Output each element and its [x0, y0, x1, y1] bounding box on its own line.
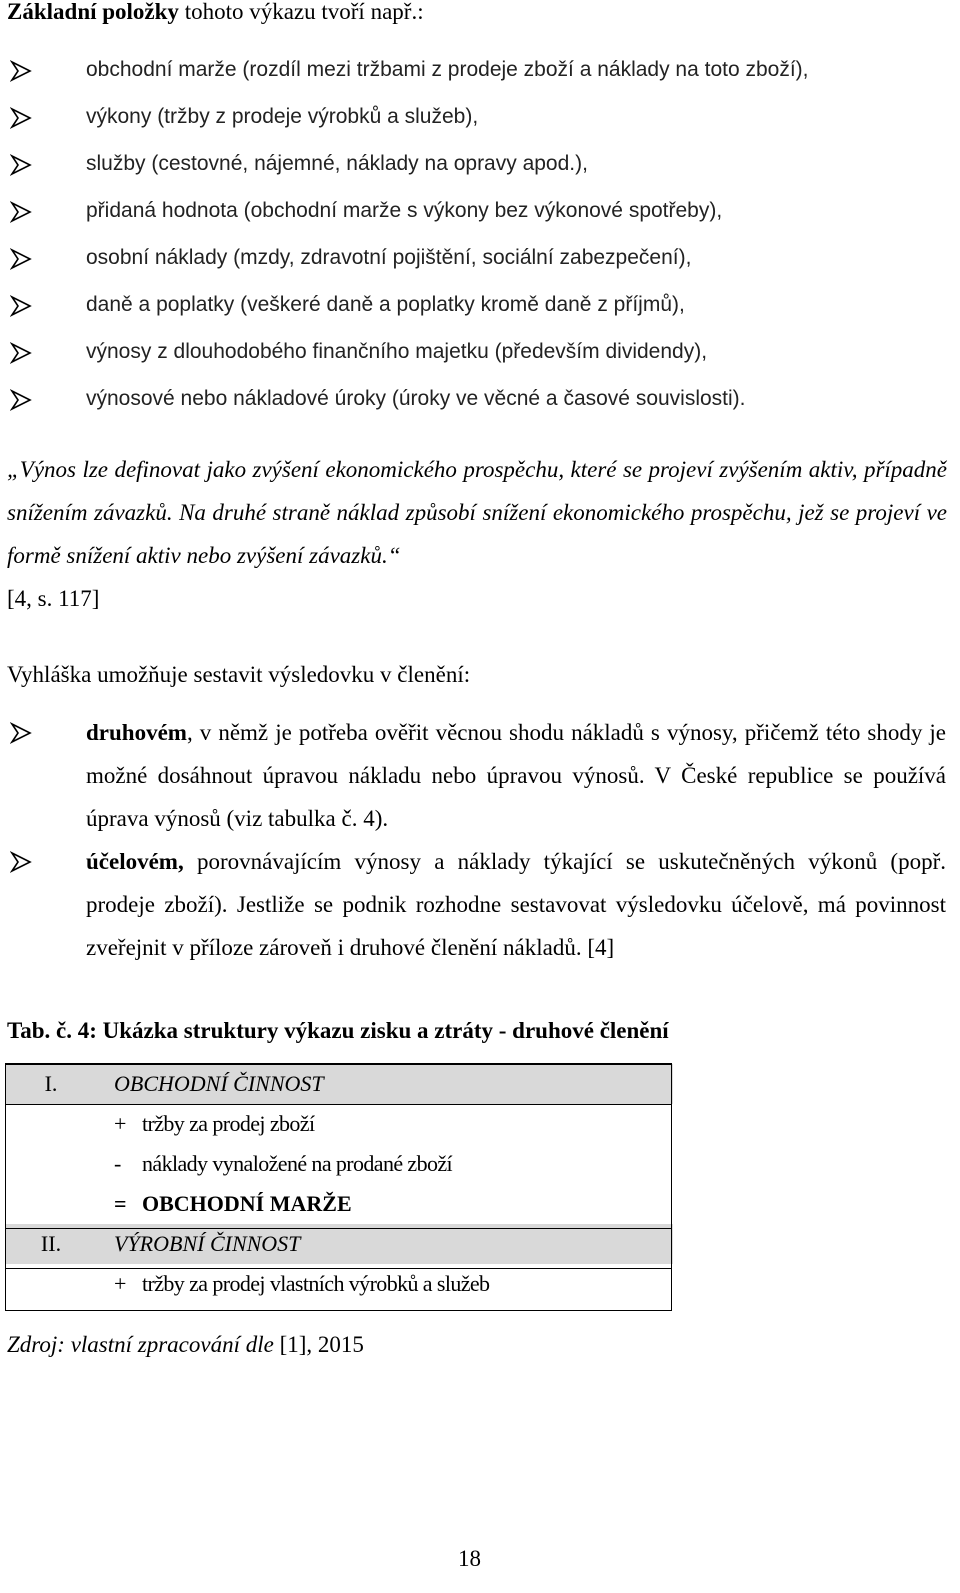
row-label: tržby za prodej zboží [142, 1111, 315, 1136]
row-label: tržby za prodej vlastních výrobků a služeb [142, 1271, 490, 1296]
intro-bold: Základní položky [7, 0, 179, 24]
row-number: II. [6, 1224, 96, 1264]
arrow-bullet-icon [10, 295, 32, 317]
classification-term: účelovém, [86, 849, 184, 874]
arrow-bullet-icon [10, 342, 32, 364]
classification-text [86, 711, 946, 840]
definition-quote [7, 448, 947, 620]
table-title: Tab. č. 4: Ukázka struktury výkazu zisku a ztráty - druhové členění [7, 1018, 669, 1043]
row-label-cell [96, 1184, 673, 1224]
table-row [6, 1264, 673, 1304]
lead-paragraph: Vyhláška umožňuje sestavit výsledovku v členění: [7, 662, 471, 687]
source-italic: Zdroj: vlastní zpracování dle [7, 1332, 274, 1357]
row-label: OBCHODNÍ MARŽE [142, 1191, 352, 1216]
list-item-text: výkony (tržby z prodeje výrobků a služeb), [86, 105, 479, 128]
row-number [6, 1104, 96, 1144]
list-item-text: služby (cestovné, nájemné, náklady na opravy apod.), [86, 152, 588, 175]
row-label-cell [96, 1224, 673, 1264]
list-item-text: daně a poplatky (veškeré daně a poplatky kromě daně z příjmů), [86, 293, 685, 316]
row-label-cell [96, 1104, 673, 1144]
table-row [6, 1064, 673, 1104]
row-label: OBCHODNÍ ČINNOST [114, 1071, 324, 1096]
arrow-bullet-icon [10, 851, 32, 873]
row-label-cell [96, 1264, 673, 1304]
intro-rest: tohoto výkazu tvoří např.: [178, 0, 424, 24]
classification-description: , v němž je potřeba ověřit věcnou shodu nákladů s výnosy, přičemž této shody je možné dosáhnout úpravou nákladu nebo úpravou výnosů. V České republice se používá úprava výnosů (viz tabulka č. 4). [86, 720, 946, 831]
row-label: náklady vynaložené na prodané zboží [142, 1151, 453, 1176]
row-sign: + [114, 1271, 127, 1296]
table-row [6, 1144, 673, 1184]
source-rest: [1], 2015 [273, 1332, 364, 1357]
page-number: 18 [458, 1546, 481, 1571]
list-item-text: osobní náklady (mzdy, zdravotní pojištění, sociální zabezpečení), [86, 246, 692, 269]
arrow-bullet-icon [10, 60, 32, 82]
table-row [6, 1224, 673, 1264]
row-number [6, 1264, 96, 1304]
table-row [6, 1104, 673, 1144]
quote-reference: [4, s. 117] [7, 586, 100, 611]
list-item-text: přidaná hodnota (obchodní marže s výkony bez výkonové spotřeby), [86, 199, 723, 222]
classification-text [86, 840, 946, 969]
arrow-bullet-icon [10, 248, 32, 270]
intro-line [7, 0, 424, 27]
arrow-bullet-icon [10, 107, 32, 129]
row-sign: - [114, 1151, 122, 1176]
row-label-cell [96, 1144, 673, 1184]
classification-term: druhovém [86, 720, 187, 745]
list-item-text: obchodní marže (rozdíl mezi tržbami z prodeje zboží a náklady na toto zboží), [86, 58, 809, 81]
row-number [6, 1184, 96, 1224]
classification-description: porovnávajícím výnosy a náklady týkající se uskutečněných výkonů (popř. prodeje zboží). Jestliže se podnik rozhodne sestavovat výsledovku účelově, má povinnost zveřejnit v příloze zároveň i druhové členění nákladů. [4] [86, 849, 946, 960]
row-sign: + [114, 1111, 127, 1136]
list-item-text: výnosy z dlouhodobého finančního majetku (především dividendy), [86, 340, 708, 363]
arrow-bullet-icon [10, 722, 32, 744]
row-label: VÝROBNÍ ČINNOST [114, 1231, 301, 1256]
row-number: I. [6, 1064, 96, 1104]
table-row [6, 1184, 673, 1224]
arrow-bullet-icon [10, 154, 32, 176]
arrow-bullet-icon [10, 201, 32, 223]
table-source [7, 1330, 364, 1360]
list-item-text: výnosové nebo nákladové úroky (úroky ve věcné a časové souvislosti). [86, 387, 746, 410]
arrow-bullet-icon [10, 389, 32, 411]
row-number [6, 1144, 96, 1184]
row-sign: = [114, 1191, 127, 1216]
quote-text: „Výnos lze definovat jako zvýšení ekonomického prospěchu, které se projeví zvýšením aktiv, případně snížením závazků. Na druhé straně náklad způsobí snížení ekonomického prospěchu, jež se projeví ve formě snížení aktiv nebo zvýšení závazků.“ [7, 457, 947, 568]
row-label-cell [96, 1064, 673, 1104]
income-statement-structure-table [6, 1064, 673, 1304]
